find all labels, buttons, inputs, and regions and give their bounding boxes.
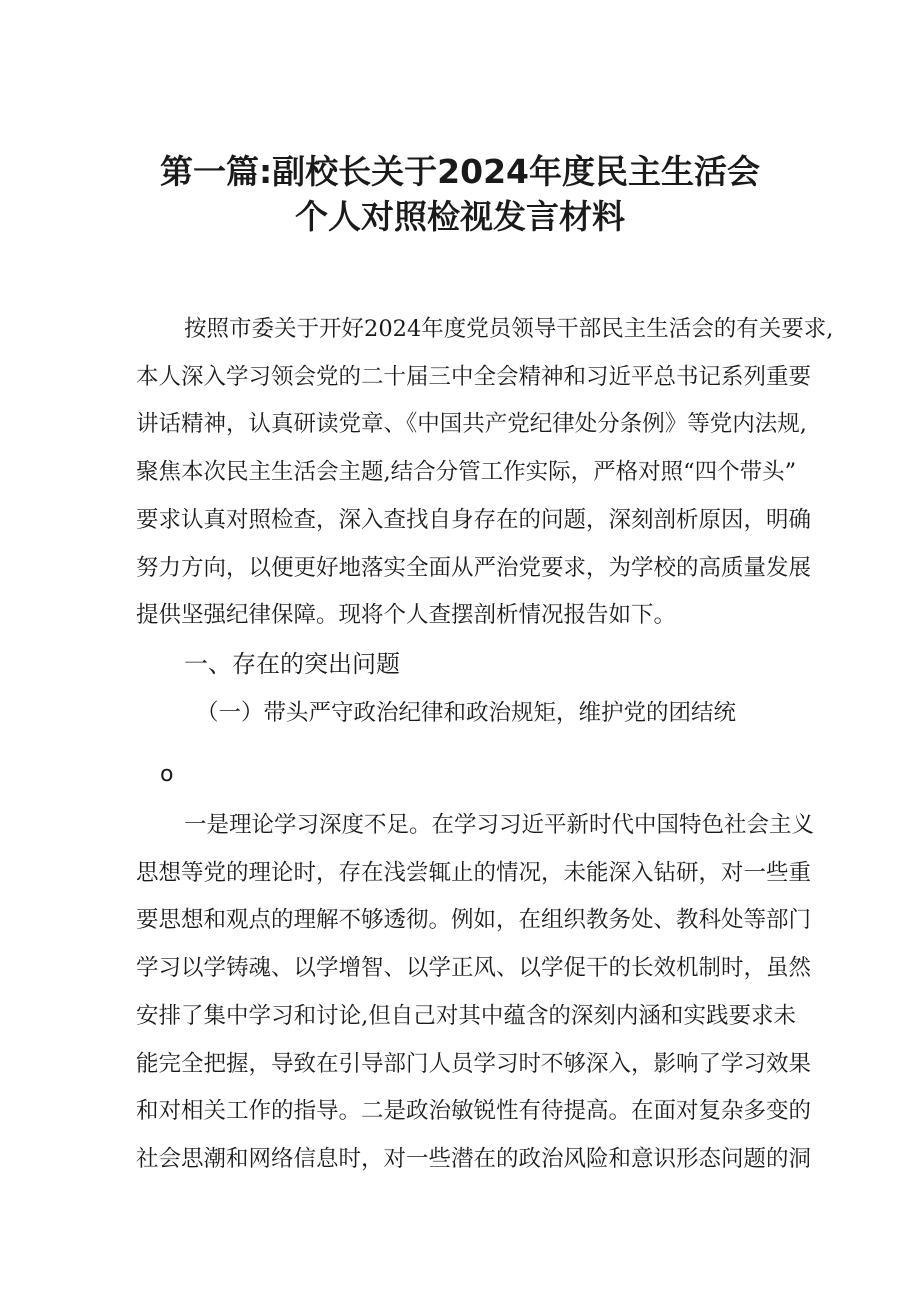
body-line-8: 社会思潮和网络信息时，对一些潜在的政治风险和意识形态问题的洞	[136, 1146, 812, 1172]
intro-line-4: 聚焦本次民主生活会主题,结合分管工作实际，严格对照“四个带头”	[136, 459, 797, 485]
body-line-4: 学习以学铸魂、以学增智、以学正风、以学促干的长效机制时，虽然	[136, 955, 812, 981]
section-heading: 一、存在的突出问题	[184, 650, 400, 678]
body-line-2: 思想等党的理论时，存在浅尝辄止的情况，未能深入钻研，对一些重	[136, 860, 812, 886]
body-line-7: 和对相关工作的指导。二是政治敏锐性有待提高。在面对复杂多变的	[136, 1098, 812, 1124]
intro-line-1: 按照市委关于开好2024年度党员领导干部民主生活会的有关要求,	[184, 316, 834, 342]
intro-line-7: 提供坚强纪律保障。现将个人查摆剖析情况报告如下。	[136, 602, 677, 628]
intro-line-3: 讲话精神，认真研读党章、《中国共产党纪律处分条例》等党内法规,	[136, 411, 807, 437]
stray-character: o	[160, 762, 174, 787]
body-line-5: 安排了集中学习和讨论,但自己对其中蕴含的深刻内涵和实践要求未	[136, 1003, 796, 1029]
body-line-3: 要思想和观点的理解不够透彻。例如，在组织教务处、教科处等部门	[136, 907, 812, 933]
subsection-heading: （一）带头严守政治纪律和政治规矩，维护党的团结统	[196, 700, 737, 726]
document-title-line-1: 第一篇:副校长关于2024年度民主生活会	[159, 152, 761, 191]
body-line-1: 一是理论学习深度不足。在学习习近平新时代中国特色社会主义	[184, 812, 815, 838]
document-title-line-2: 个人对照检视发言材料	[295, 197, 625, 236]
intro-line-2: 本人深入学习领会党的二十届三中全会精神和习近平总书记系列重要	[136, 364, 812, 390]
intro-line-5: 要求认真对照检查，深入查找自身存在的问题，深刻剖析原因，明确	[136, 507, 812, 533]
intro-line-6: 努力方向，以便更好地落实全面从严治党要求，为学校的高质量发展	[136, 555, 812, 581]
body-line-6: 能完全把握，导致在引导部门人员学习时不够深入，影响了学习效果	[136, 1051, 812, 1077]
